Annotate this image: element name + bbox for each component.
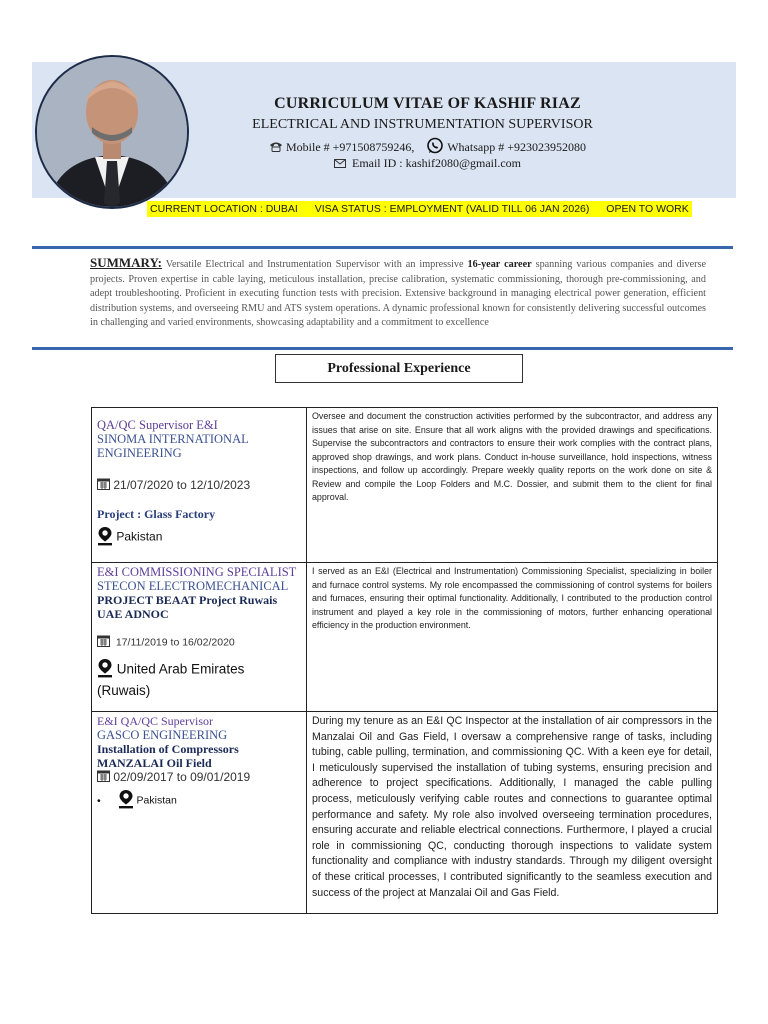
- whatsapp-number: Whatsapp # +923023952080: [447, 139, 586, 154]
- location: [97, 526, 301, 549]
- date-range: [97, 478, 301, 493]
- divider-bottom: [32, 347, 733, 350]
- location-text: Pakistan: [136, 794, 177, 807]
- project-name: PROJECT BEAAT Project Ruwais UAE ADNOC: [97, 593, 278, 621]
- calendar-icon: [97, 770, 110, 785]
- experience-description: Oversee and document the construction activities performed by the subcontractor, and address any issues that arise on site. Ensure that all work aligns with the provided drawings and specifications. Supervise the subcontractors and contractors to ensure their work complies with the contract plans, approved shop drawings, and work plans. Conduct in-house surveillance, hold inspections, witness inspections, and follow up accordingly. Prepare weekly quality reports on the work done on site & Review and compile the Loop Folders and M.C. Dossier, and submit them to the client for final approval.: [307, 408, 718, 563]
- company-name: SINOMA INTERNATIONAL ENGINEERING: [97, 432, 249, 460]
- divider-top: [32, 246, 733, 249]
- role-title: E&I COMMISSIONING SPECIALIST: [97, 565, 297, 579]
- experience-row: [92, 563, 718, 712]
- date-text: 17/11/2019 to 16/02/2020: [115, 636, 235, 649]
- cv-title: CURRICULUM VITAE OF KASHIF RIAZ: [274, 95, 581, 112]
- project-name: Project : Glass Factory: [97, 507, 216, 522]
- company-name: STECON ELECTROMECHANICAL: [97, 579, 289, 593]
- summary-section: [90, 256, 706, 331]
- project-name: Installation of Compressors MANZALAI Oil Field: [97, 742, 239, 770]
- summary-text-1: Versatile Electrical and Instrumentation Supervisor with an impressive: [162, 259, 468, 270]
- open-to-work: OPEN TO WORK: [606, 203, 689, 215]
- status-bar: [147, 201, 692, 217]
- role-title: E&I QA/QC Supervisor: [97, 714, 213, 728]
- date-text: 02/09/2017 to 09/01/2019: [113, 770, 251, 784]
- location: [97, 789, 301, 812]
- job-subtitle: ELECTRICAL AND INSTRUMENTATION SUPERVISOR: [252, 117, 593, 132]
- phone-icon: [269, 141, 283, 156]
- location-text: United Arab Emirates (Ruwais): [97, 661, 245, 698]
- experience-table: [91, 407, 718, 914]
- date-range: [97, 635, 301, 650]
- summary-highlight: 16-year career: [467, 259, 532, 270]
- email-address: Email ID : kashif2080@gmail.com: [351, 156, 522, 170]
- location-pin-icon: [97, 658, 113, 682]
- experience-description: I served as an E&I (Electrical and Instrumentation) Commissioning Specialist, specializing in boiler and furnace control systems. My role encompassed the commissioning of control systems for boilers and furnaces, ensuring their optimal functionality. Additionally, I contributed to the production control instrument and played a key role in the commissioning of motors, further enhancing operational efficiency in the production environment.: [307, 563, 718, 712]
- company-name: GASCO ENGINEERING: [97, 728, 228, 742]
- experience-meta: [92, 563, 307, 712]
- envelope-icon: [334, 157, 346, 172]
- visa-status: VISA STATUS : EMPLOYMENT (VALID TILL 06 JAN 2026): [314, 203, 590, 215]
- experience-row: [92, 408, 718, 563]
- experience-meta: [92, 712, 307, 914]
- experience-meta: [92, 408, 307, 563]
- summary-label: SUMMARY:: [90, 255, 163, 270]
- location-pin-icon: [118, 789, 134, 812]
- section-title: Professional Experience: [275, 354, 523, 383]
- profile-photo: [35, 55, 189, 209]
- mobile-number: Mobile # +971508759246,: [286, 139, 415, 154]
- role-title: QA/QC Supervisor E&I: [97, 418, 218, 432]
- email-row: [230, 156, 625, 172]
- bullet: •: [97, 794, 101, 807]
- experience-row: [92, 712, 718, 914]
- date-range: [97, 770, 301, 785]
- summary-text-2: spanning various companies and diverse projects. Proven expertise in cable laying, meticulous installation, precise calibration, systematic commissioning, thorough pre-commissioning, and adept troubleshooting. Proficient in executing function tests with precision. Extensive background in managing electrical power generation, efficient distribution systems, and overseeing RMU and ATS system operations. A dynamic professional known for consistently delivering successful outcomes in challenging and varied environments, showcasing adaptability and a commitment to excellence: [90, 259, 706, 329]
- calendar-icon: [97, 478, 110, 493]
- experience-description: During my tenure as an E&I QC Inspector at the installation of air compressors in the Manzalai Oil and Gas Field, I oversaw a comprehensive range of tasks, including tubing, cable pulling, termination, and commissioning QC. With a keen eye for detail, I meticulously supervised the installation of tubing systems, ensuring precision and adherence to project specifications. Additionally, I managed the cable pulling process, meticulously verifying cable routes and connections to guarantee optimal performance and safety. My role also involved overseeing termination procedures, ensuring accurate and reliable electrical connections. Furthermore, I played a crucial role in commissioning QC, conducting thorough inspections to validate system functionality and compliance with industry standards. Through my diligent oversight of these critical processes, I contributed significantly to the seamless execution and success of the project at Manzalai Oil and Gas Field.: [307, 712, 718, 914]
- current-location: CURRENT LOCATION : DUBAI: [150, 203, 298, 215]
- location: [97, 658, 301, 699]
- calendar-icon: [97, 635, 110, 650]
- date-text: 21/07/2020 to 12/10/2023: [113, 478, 251, 492]
- location-pin-icon: [97, 526, 113, 549]
- location-text: Pakistan: [116, 530, 163, 544]
